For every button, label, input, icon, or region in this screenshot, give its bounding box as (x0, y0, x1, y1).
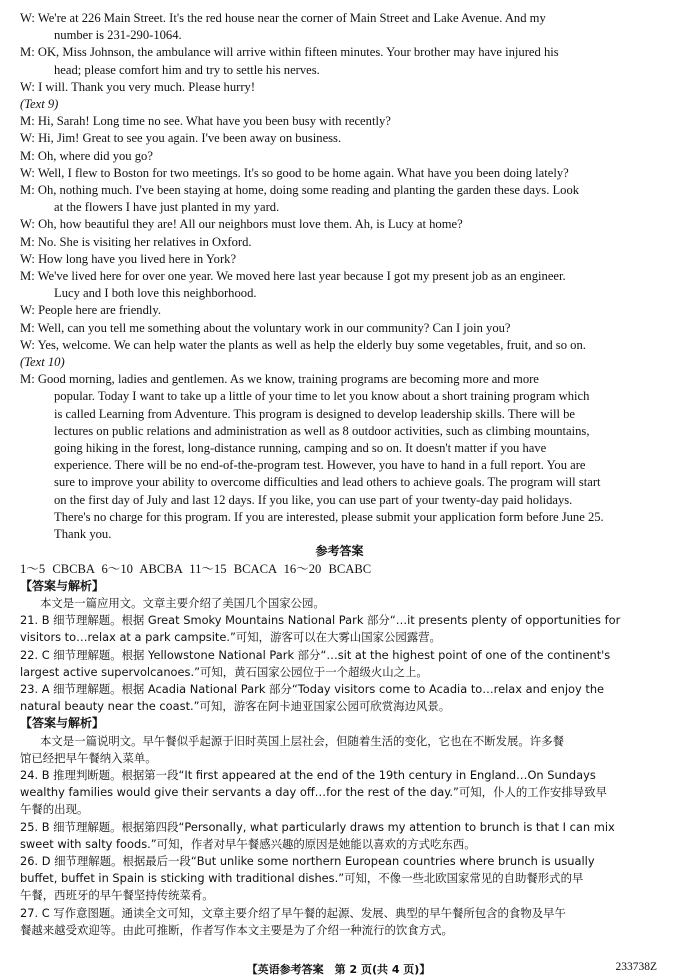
text-line: (Text 9) (20, 97, 59, 112)
text-line: 午餐，西班牙的早午餐坚持传统菜肴。 (20, 888, 214, 903)
text-line: M: Oh, nothing much. I've been staying at home, doing some reading and planting the garden these days. Look (20, 183, 580, 198)
text-line: (Text 10) (20, 355, 65, 370)
text-line: wealthy families would give their servants a day off…for the rest of the day.”可知，仆人的工作安排导致早 (20, 785, 607, 800)
text-line: 本文是一篇应用文。文章主要介绍了美国几个国家公园。 (40, 595, 325, 610)
text-line: W: People here are friendly. (20, 303, 162, 318)
text-line: M: OK, Miss Johnson, the ambulance will arrive within fifteen minutes. Your brother may have injured his (20, 45, 559, 60)
text-line: 参考答案 (315, 544, 364, 559)
text-line: M: Well, can you tell me something about the voluntary work in our community? Can I join you? (20, 320, 511, 335)
text-line: 24. B 推理判断题。根据第一段“It first appeared at the end of the 19th century in England…On Sundays (20, 767, 596, 782)
text-line: popular. Today I want to take up a little of your time to let you know about a short training program which (54, 389, 590, 404)
text-line: 22. C 细节理解题。根据 Yellowstone National Park 部分“…sit at the highest point of one of the continent's (20, 647, 611, 662)
text-line: W: I will. Thank you very much. Please hurry! (20, 79, 256, 94)
text-line: 26. D 细节理解题。根据最后一段“But unlike some northern European countries where brunch is usually (20, 853, 595, 868)
text-line: M: Good morning, ladies and gentlemen. As we know, training programs are becoming more and more (20, 372, 539, 387)
text-line: Thank you. (54, 527, 112, 542)
text-line: M: Oh, where did you go? (20, 148, 153, 163)
text-line: at the flowers I have just planted in my yard. (54, 200, 280, 215)
text-line: 午餐的出现。 (20, 802, 89, 817)
text-line: 【答案与解析】 (20, 578, 105, 593)
text-line: M: Hi, Sarah! Long time no see. What have you been busy with recently? (20, 114, 391, 129)
text-line: W: We're at 226 Main Street. It's the red house near the corner of Main Street and Lake Avenue. And my (20, 11, 546, 25)
text-line: 21. B 细节理解题。根据 Great Smoky Mountains National Park 部分“…it presents plenty of opportunities for (20, 613, 621, 628)
footer-code: 233738Z (615, 961, 657, 973)
text-line: number is 231-290-1064. (54, 28, 182, 43)
text-line: 馆已经把早午餐纳入菜单。 (20, 750, 157, 765)
text-line: going hiking in the forest, long-distance running, camping and so on. It doesn't matter if you have (54, 441, 547, 456)
text-line: sure to improve your ability to overcome difficulties and lead others to achieve goals. The program will start (54, 475, 601, 490)
text-line: W: How long have you lived here in York? (20, 251, 237, 266)
text-line: W: Hi, Jim! Great to see you again. I've been away on business. (20, 131, 342, 146)
text-line: experience. There will be no end-of-the-program test. However, you have to hand in a full report. You are (54, 458, 586, 473)
footer-title: 【英语参考答案 第 2 页(共 4 页)】 (246, 963, 431, 976)
text-line: W: Well, I flew to Boston for two meetings. It's so good to be home again. What have you been doing lately? (20, 165, 569, 180)
text-line: Lucy and I both love this neighborhood. (54, 286, 257, 301)
text-line: sweet with salty foods.”可知，作者对早午餐感兴趣的原因是她能以喜欢的方式吃东西。 (20, 836, 476, 851)
text-line: lectures on public relations and administration as well as 8 outdoor activities, such as climbing mountains, (54, 423, 590, 438)
text-line: visitors to…relax at a park campsite.”可知，游客可以在大雾山国家公园露营。 (20, 630, 441, 645)
text-line: 餐越来越受欢迎等。由此可推断，作者写作本文主要是为了介绍一种流行的饮食方式。 (20, 922, 453, 937)
text-line: M: No. She is visiting her relatives in Oxford. (20, 234, 252, 249)
text-line: largest active supervolcanoes.”可知，黄石国家公园位于一个超级火山之上。 (20, 664, 428, 679)
text-line: 本文是一篇说明文。早午餐似乎起源于旧时英国上层社会，但随着生活的变化，它也在不断发展。许多餐 (40, 733, 564, 748)
text-line: 【答案与解析】 (20, 716, 105, 731)
text-line: 23. A 细节理解题。根据 Acadia National Park 部分“Today visitors come to Acadia to…relax and enjoy the (20, 681, 605, 696)
text-line: buffet, buffet in Spain is sticking with traditional dishes.”可知，不像一些北欧国家常见的自助餐形式的早 (20, 871, 584, 886)
text-line: natural beauty near the coast.”可知，游客在阿卡迪亚国家公园可欣赏海边风景。 (20, 699, 451, 714)
text-line: W: Yes, welcome. We can help water the plants as well as help the elderly buy some vegetables, fruit, and so on. (20, 337, 586, 352)
text-line: 27. C 写作意图题。通读全文可知，文章主要介绍了早午餐的起源、发展、典型的早午餐所包含的食物及早午 (20, 905, 566, 920)
text-line: 1～5 CBCBA 6～10 ABCBA 11～15 BCACA 16～20 BCABC (20, 561, 372, 576)
page-content (20, 10, 659, 939)
text-line: There's no charge for this program. If you are interested, please submit your application form before June 25. (54, 509, 604, 524)
text-line: on the first day of July and last 12 days. If you like, you can use part of your twenty-day paid holidays. (54, 492, 573, 507)
text-line: head; please comfort him and try to settle his nerves. (54, 62, 320, 77)
text-line: 25. B 细节理解题。根据第四段“Personally, what particularly draws my attention to brunch is that I can mix (20, 819, 615, 834)
text-line: W: Oh, how beautiful they are! All our neighbors must love them. Ah, is Lucy at home? (20, 217, 463, 232)
text-line: is called Learning from Adventure. This program is designed to develop leadership skills. There will be (54, 406, 575, 421)
text-line: M: We've lived here for over one year. We moved here last year because I got my present job as an engineer. (20, 269, 566, 284)
